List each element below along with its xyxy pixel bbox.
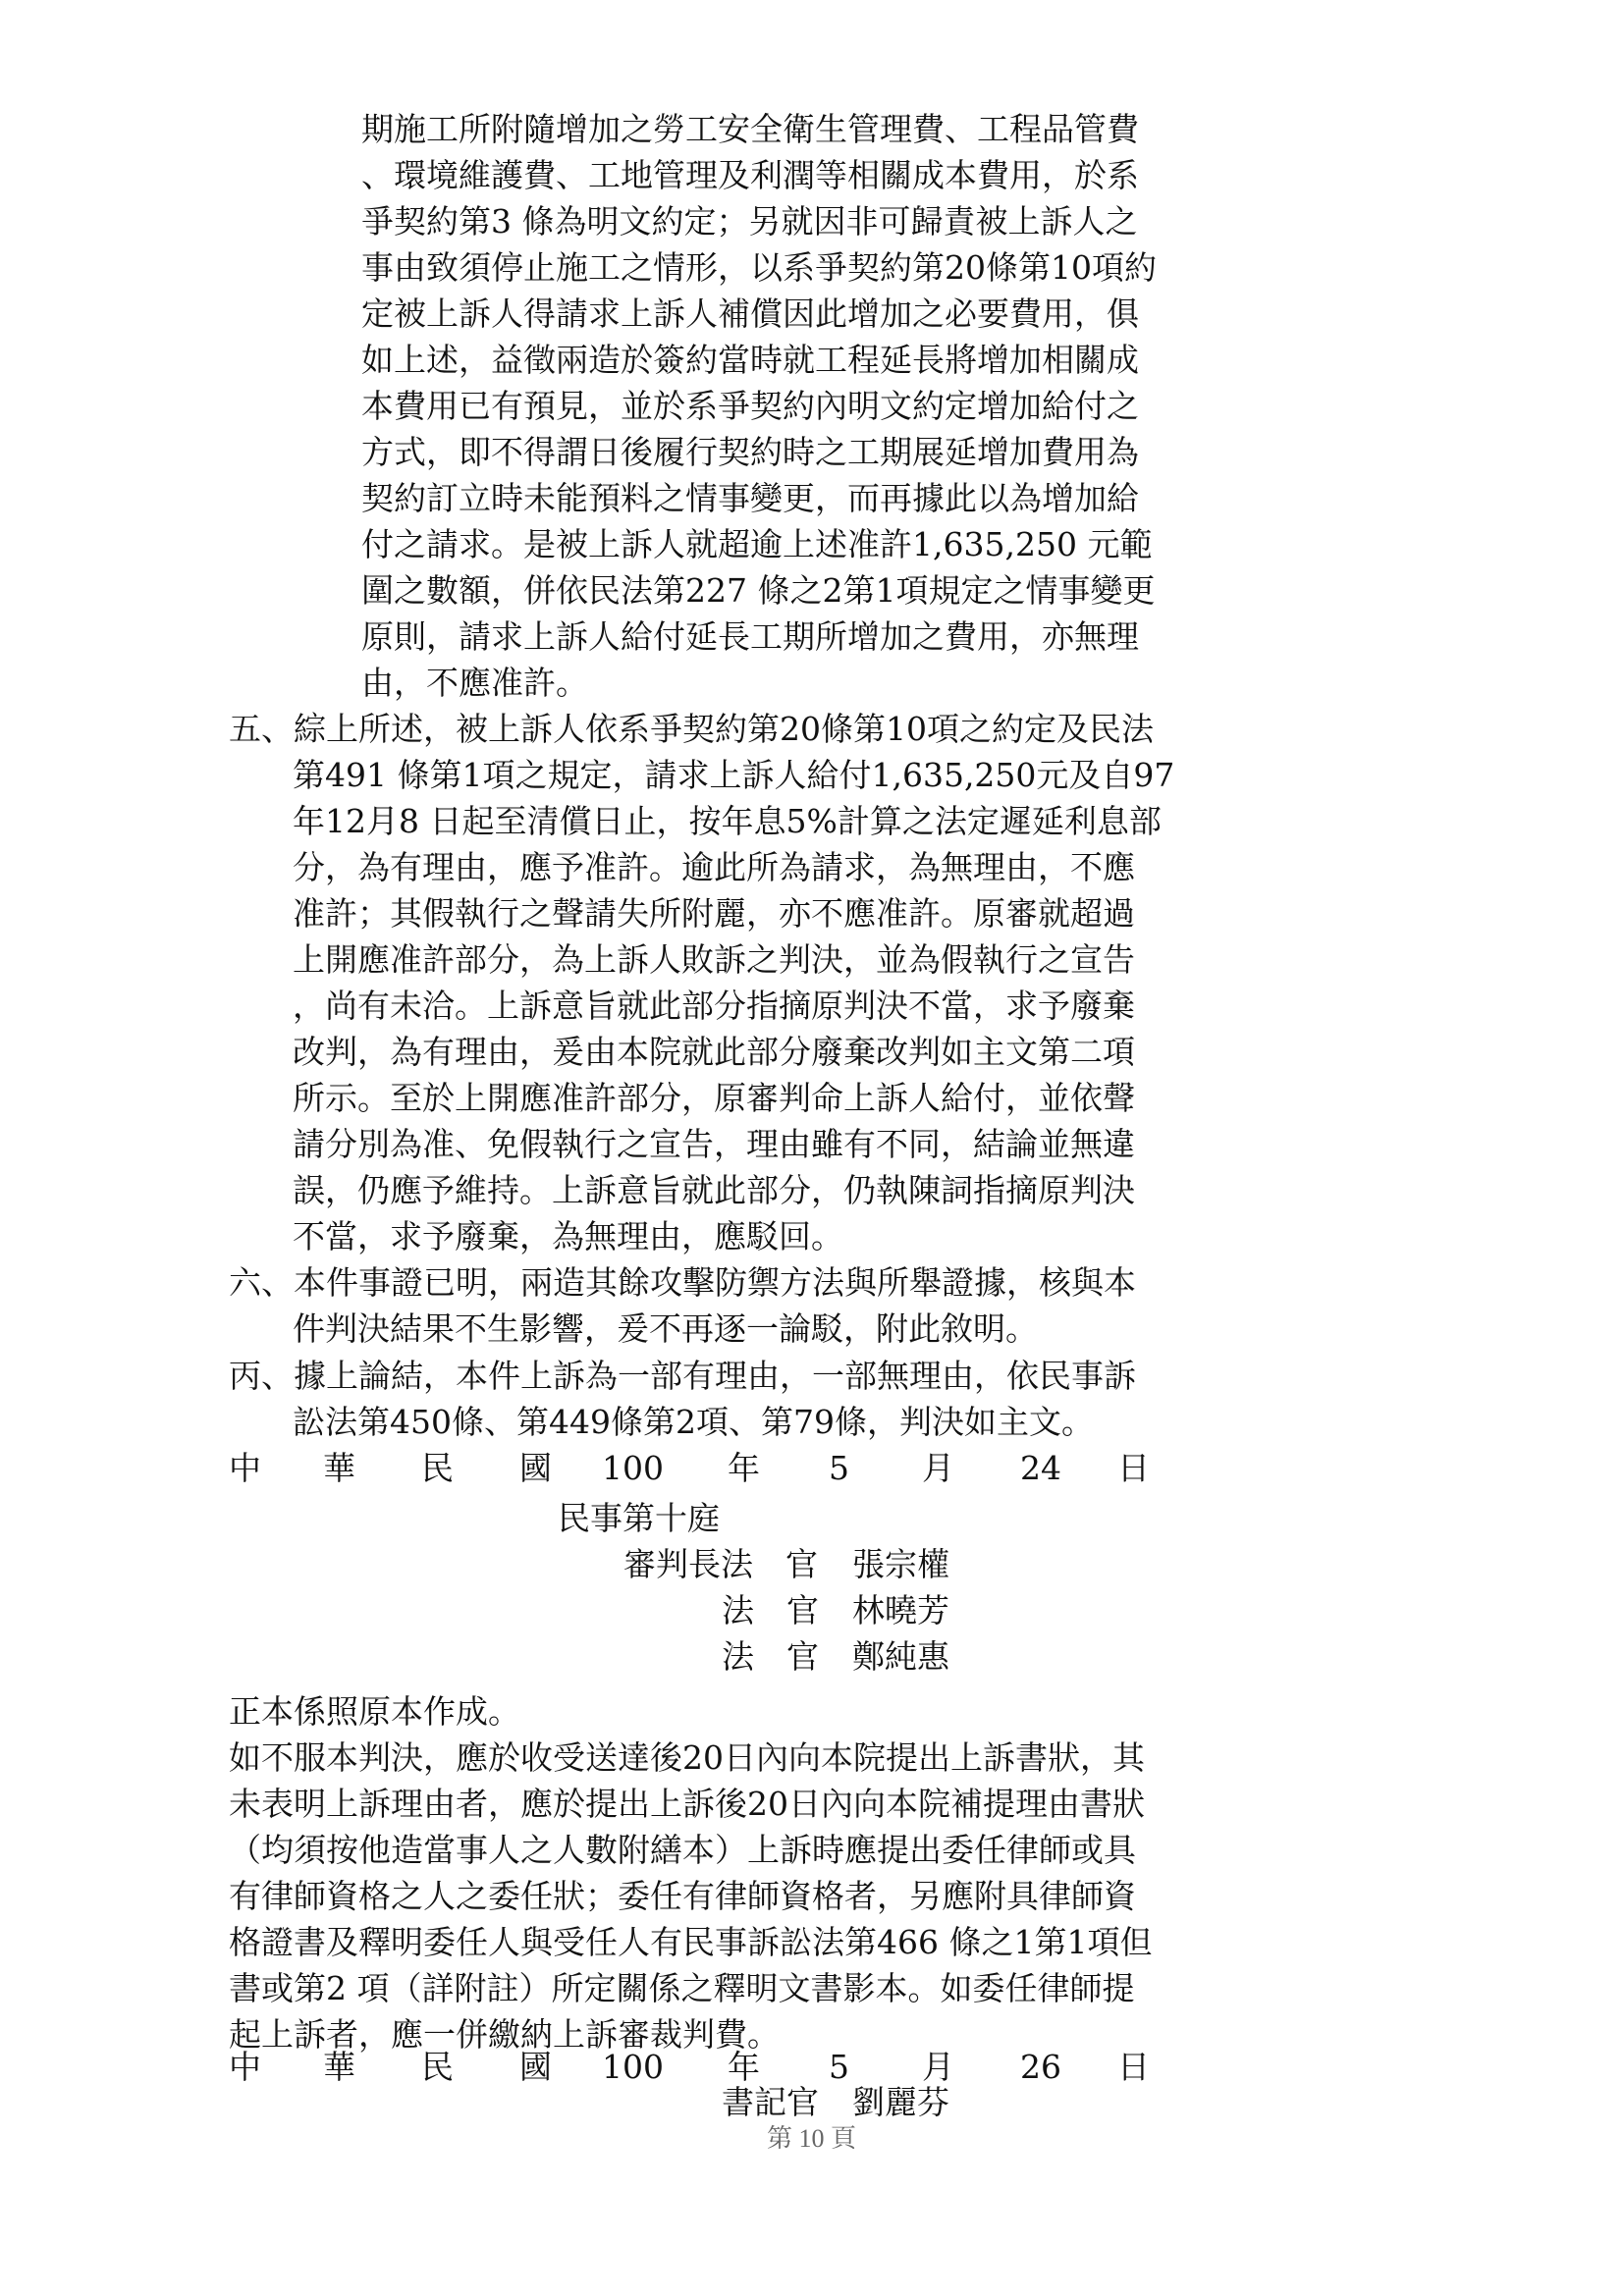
date-char: 中 xyxy=(229,1449,261,1487)
date-char: 民 xyxy=(421,1449,454,1487)
clerk-title: 書記官 xyxy=(722,2083,819,2121)
body-line: 分，為有理由，應予准許。逾此所為請求，為無理由，不應 xyxy=(293,848,1135,886)
body-line: 件判決結果不生影響，爰不再逐一論駁，附此敘明。 xyxy=(293,1309,1038,1348)
date-char: 日 xyxy=(1117,1449,1150,1487)
date-month: 5 xyxy=(829,2048,849,2086)
date-month: 5 xyxy=(829,1449,849,1487)
notice-line: 起上訴者，應一併繳納上訴審裁判費。 xyxy=(229,2015,780,2054)
body-line: 第491 條第1項之規定，請求上訴人給付1,635,250元及自97 xyxy=(293,756,1175,794)
date-day: 26 xyxy=(1020,2048,1061,2086)
date-char: 國 xyxy=(519,2048,552,2086)
date-day: 24 xyxy=(1020,1449,1061,1487)
body-line: 定被上訴人得請求上訴人補償因此增加之必要費用，俱 xyxy=(361,294,1139,333)
date-char: 華 xyxy=(323,1449,355,1487)
body-line: 誤，仍應予維持。上訴意旨就此部分，仍執陳詞指摘原判決 xyxy=(293,1171,1135,1209)
notice-line: 如不服本判決，應於收受送達後20日內向本院提出上訴書狀，其 xyxy=(229,1738,1145,1777)
body-line: 方式，即不得謂日後履行契約時之工期展延增加費用為 xyxy=(361,433,1139,471)
date-char: 月 xyxy=(922,1449,954,1487)
judge-title: 法 官 xyxy=(722,1591,819,1629)
body-line: 爭契約第3 條為明文約定；另就因非可歸責被上訴人之 xyxy=(361,202,1138,240)
issue-date-row xyxy=(229,2046,1154,2091)
body-line: 契約訂立時未能預料之情事變更，而再據此以為增加給 xyxy=(361,479,1139,517)
body-line: 由，不應准許。 xyxy=(361,664,588,702)
notice-line: 書或第2 項（詳附註）所定關係之釋明文書影本。如委任律師提 xyxy=(229,1969,1135,2007)
section-heading-line: 五、綜上所述，被上訴人依系爭契約第20條第10項之約定及民法 xyxy=(229,710,1154,748)
body-line: 所示。至於上開應准許部分，原審判命上訴人給付，並依聲 xyxy=(293,1079,1135,1117)
body-line: 本費用已有預見，並於系爭契約內明文約定增加給付之 xyxy=(361,387,1139,425)
page-number: 第 10 頁 xyxy=(766,2124,856,2153)
notice-line: （均須按他造當事人之人數附繕本）上訴時應提出委任律師或具 xyxy=(229,1831,1136,1869)
notice-line: 未表明上訴理由者，應於提出上訴後20日內向本院補提理由書狀 xyxy=(229,1785,1145,1823)
body-line: 年12月8 日起至清償日止，按年息5%計算之法定遲延利息部 xyxy=(293,802,1162,840)
date-char: 日 xyxy=(1117,2048,1150,2086)
court-division: 民事第十庭 xyxy=(558,1499,720,1537)
date-char: 國 xyxy=(519,1449,552,1487)
section-heading-line: 六、本件事證已明，兩造其餘攻擊防禦方法與所舉證據，核與本 xyxy=(229,1263,1136,1302)
section-heading-line: 丙、據上論結，本件上訴為一部有理由，一部無理由，依民事訴 xyxy=(229,1357,1136,1395)
date-char: 月 xyxy=(922,2048,954,2086)
body-line: 圍之數額，併依民法第227 條之2第1項規定之情事變更 xyxy=(361,571,1156,610)
body-line: 原則，請求上訴人給付延長工期所增加之費用，亦無理 xyxy=(361,617,1139,656)
notice-line: 有律師資格之人之委任狀；委任有律師資格者，另應附具律師資 xyxy=(229,1877,1136,1915)
notice-line: 格證書及釋明委任人與受任人有民事訴訟法第466 條之1第1項但 xyxy=(229,1923,1153,1961)
judge-name: 張宗權 xyxy=(852,1545,949,1583)
date-char: 華 xyxy=(323,2048,355,2086)
body-line: 付之請求。是被上訴人就超逾上述准許1,635,250 元範 xyxy=(361,525,1153,563)
judge-name: 鄭純惠 xyxy=(852,1637,949,1676)
body-line: 事由致須停止施工之情形，以系爭契約第20條第10項約 xyxy=(361,248,1157,287)
body-line: 如上述，益徵兩造於簽約當時就工程延長將增加相關成 xyxy=(361,341,1139,379)
judgment-date-row xyxy=(229,1447,1154,1492)
date-char: 民 xyxy=(421,2048,454,2086)
date-year: 100 xyxy=(602,2048,664,2086)
judge-title: 審判長法 官 xyxy=(623,1545,818,1583)
judge-name: 林曉芳 xyxy=(852,1591,949,1629)
body-line: ，尚有未洽。上訴意旨就此部分指摘原判決不當，求予廢棄 xyxy=(293,987,1135,1025)
body-line: 不當，求予廢棄，為無理由，應駁回。 xyxy=(293,1217,843,1255)
body-line: 上開應准許部分，為上訴人敗訴之判決，並為假執行之宣告 xyxy=(293,940,1135,979)
notice-line: 正本係照原本作成。 xyxy=(229,1692,520,1731)
body-line: 期施工所附隨增加之勞工安全衛生管理費、工程品管費 xyxy=(361,110,1139,148)
date-char: 中 xyxy=(229,2048,261,2086)
body-line: 、環境維護費、工地管理及利潤等相關成本費用，於系 xyxy=(361,156,1139,194)
body-line: 改判，為有理由，爰由本院就此部分廢棄改判如主文第二項 xyxy=(293,1033,1135,1071)
date-char: 年 xyxy=(728,1449,760,1487)
judge-title: 法 官 xyxy=(722,1637,819,1676)
body-line: 請分別為准、免假執行之宣告，理由雖有不同，結論並無違 xyxy=(293,1125,1135,1163)
clerk-name: 劉麗芬 xyxy=(852,2083,949,2121)
date-year: 100 xyxy=(602,1449,664,1487)
body-line: 准許；其假執行之聲請失所附麗，亦不應准許。原審就超過 xyxy=(293,894,1135,933)
date-char: 年 xyxy=(728,2048,760,2086)
body-line: 訟法第450條、第449條第2項、第79條，判決如主文。 xyxy=(293,1403,1094,1441)
